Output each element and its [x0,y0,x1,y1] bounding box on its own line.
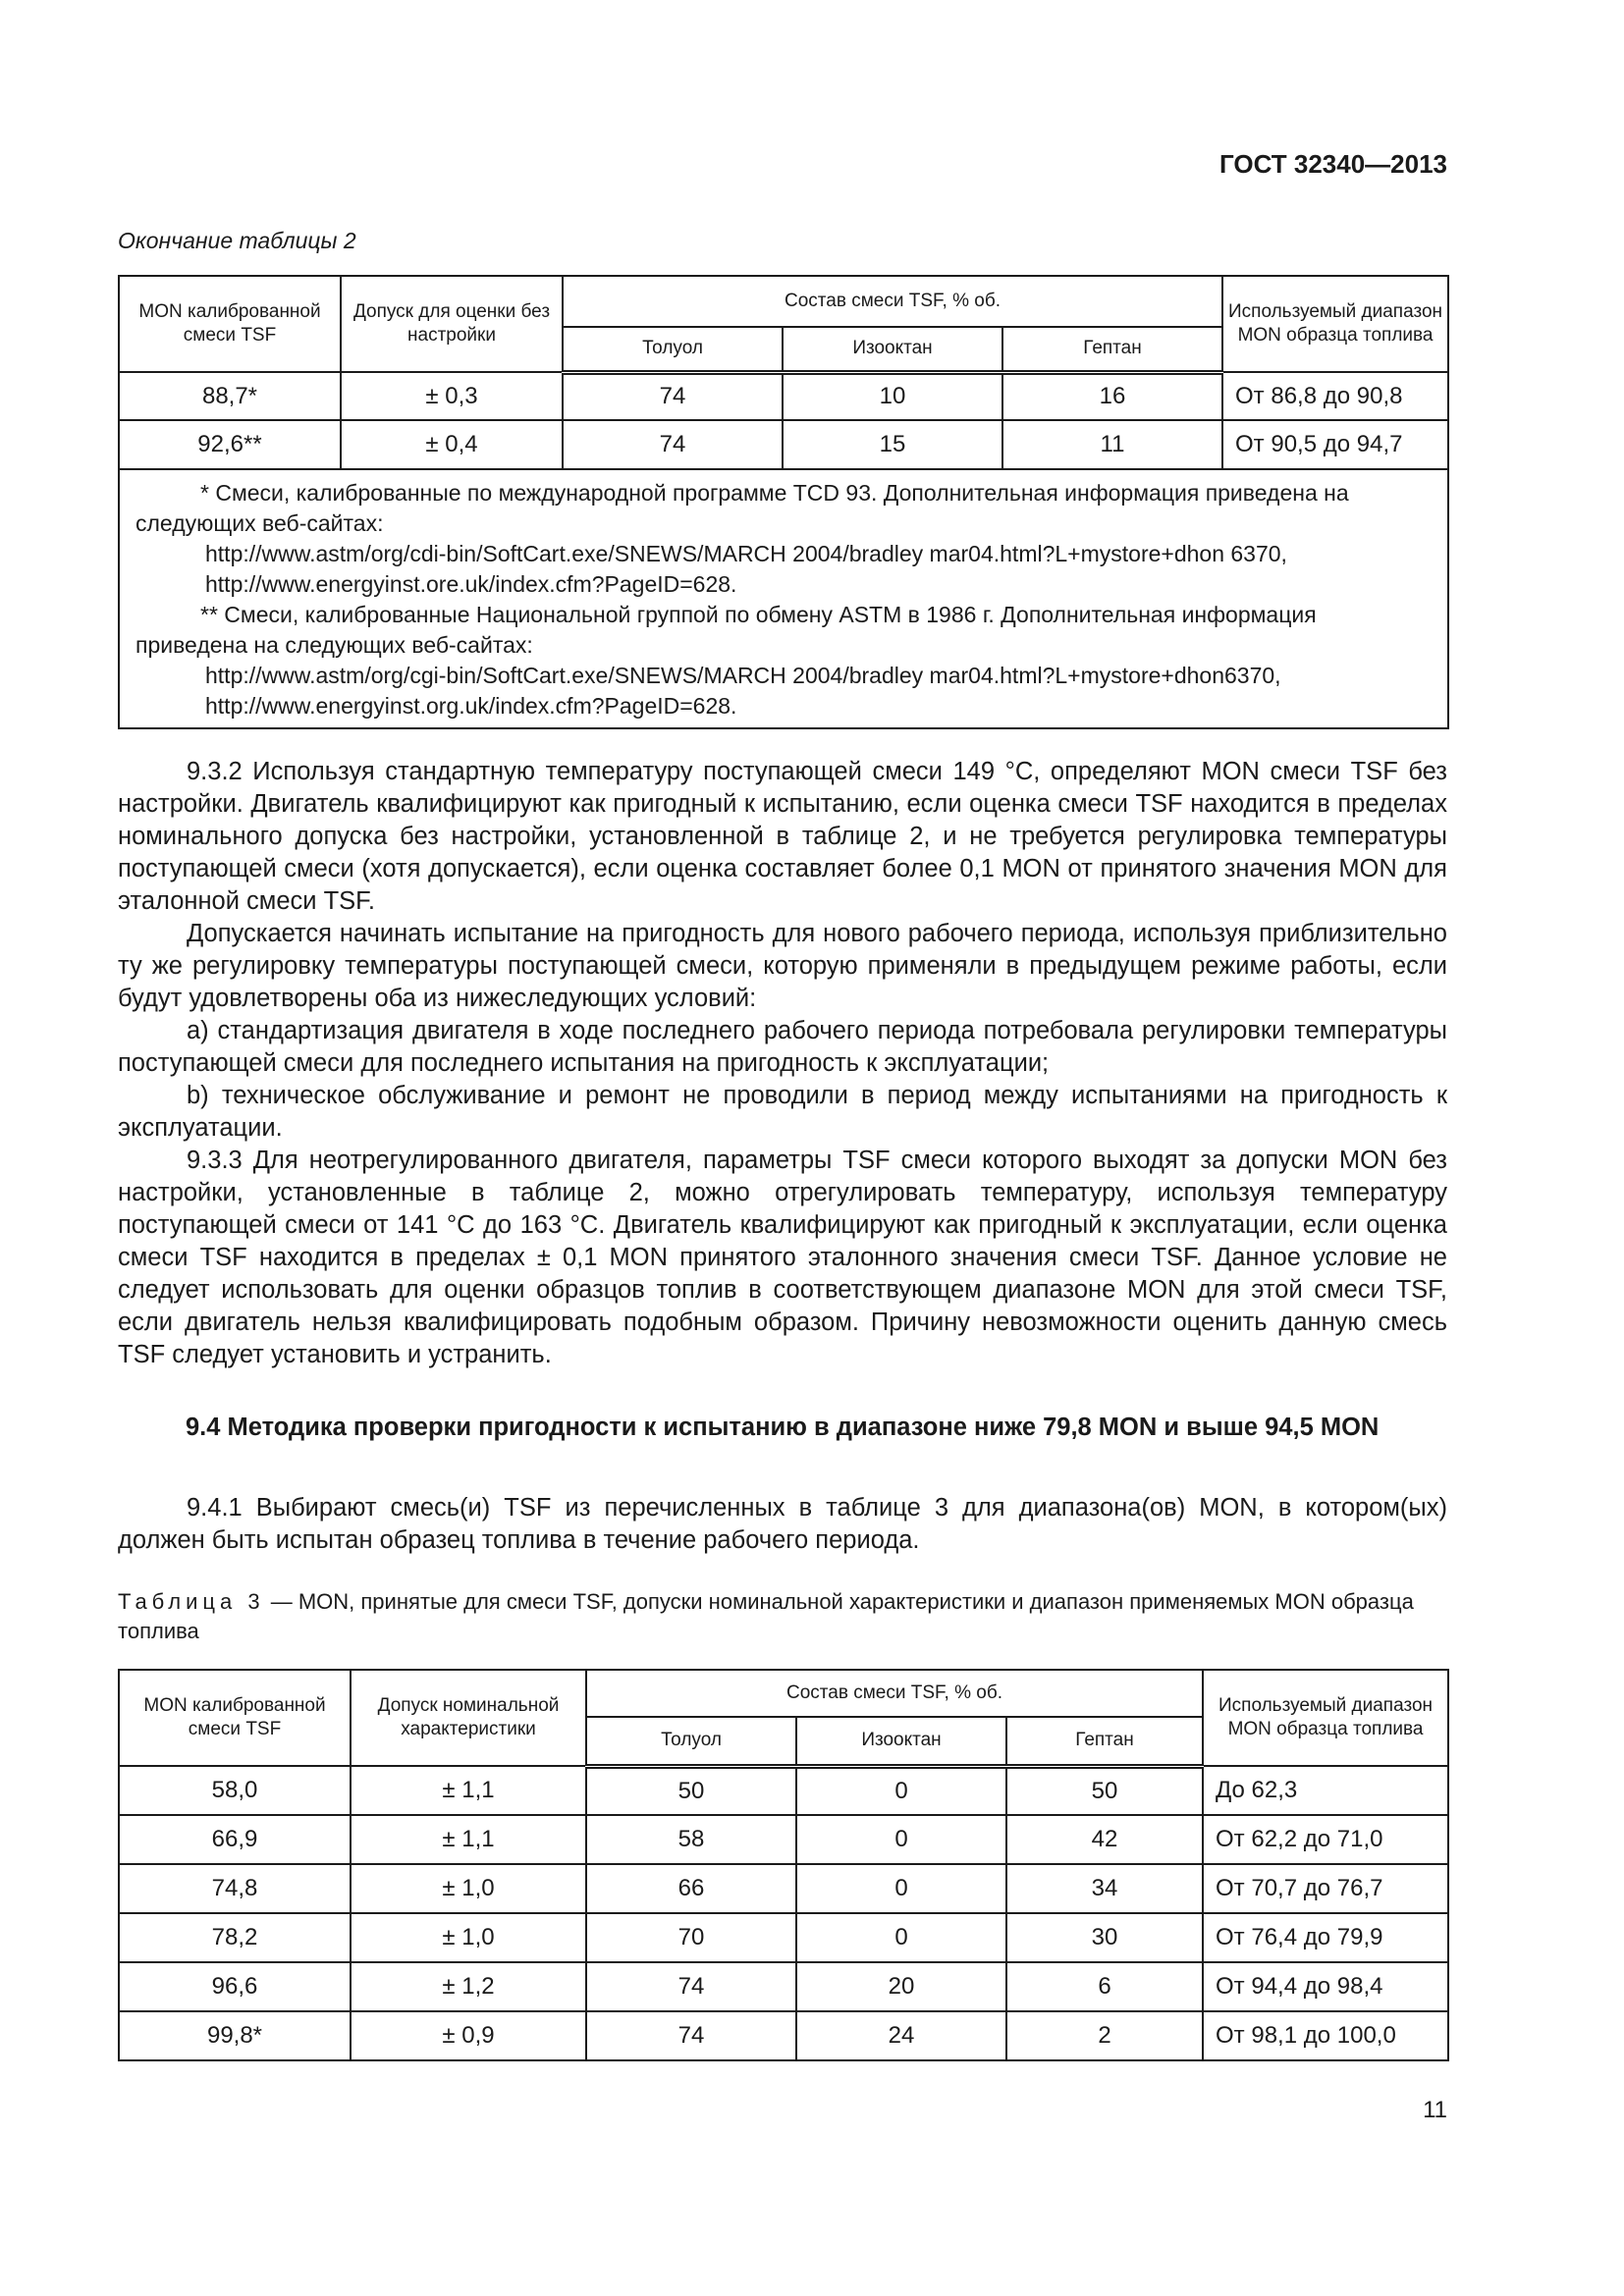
body-text-9-4 [118,1492,1447,1557]
header-range: Используемый диапазон MON образца топлива [1222,276,1448,372]
section-heading-9-4: 9.4 Методика проверки пригодности к испытанию в диапазоне ниже 79,8 MON и выше 94,5 MON [186,1414,1380,1441]
cell-isooctane: 10 [783,372,1002,420]
cell-tolerance: ± 0,3 [341,372,563,420]
footnote-1: * Смеси, калиброванные по международной программе TCD 93. Дополнительная информация приведена на следующих веб-сайтах: [135,480,1349,536]
cell-isooctane: 0 [796,1913,1006,1962]
cell-mon: 66,9 [119,1815,351,1864]
table-2 [118,275,1449,729]
cell-isooctane: 0 [796,1815,1006,1864]
header-composition: Состав смеси TSF, % об. [563,276,1222,327]
cell-tolerance: ± 1,0 [351,1864,586,1913]
header-composition: Состав смеси TSF, % об. [586,1670,1203,1717]
cell-range: От 94,4 до 98,4 [1203,1962,1448,2011]
cell-toluene: 74 [563,372,783,420]
cell-tolerance: ± 1,0 [351,1913,586,1962]
header-toluene: Толуол [586,1717,796,1766]
cell-tolerance: ± 1,1 [351,1815,586,1864]
cell-mon: 78,2 [119,1913,351,1962]
table-row [119,1962,1448,2011]
cell-heptane: 16 [1002,372,1222,420]
standard-number: ГОСТ 32340—2013 [1219,149,1447,179]
cell-range: От 62,2 до 71,0 [1203,1815,1448,1864]
header-isooctane: Изооктан [796,1717,1006,1766]
footnote-2-url-1: http://www.astm/org/cgi-bin/SoftCart.exe/SNEWS/MARCH 2004/bradley mar04.html?L+mystore+dhon6370, [205,663,1281,688]
cell-tolerance: ± 1,1 [351,1766,586,1815]
header-mon: MON калиброванной смеси TSF [119,1670,351,1766]
cell-toluene: 74 [563,420,783,469]
cell-range: От 86,8 до 90,8 [1222,372,1448,420]
cell-isooctane: 15 [783,420,1002,469]
cell-mon: 88,7* [119,372,341,420]
table-row [119,1766,1448,1815]
cell-heptane: 30 [1006,1913,1203,1962]
table-row [119,2011,1448,2060]
cell-tolerance: ± 0,9 [351,2011,586,2060]
cell-range: От 98,1 до 100,0 [1203,2011,1448,2060]
paragraph-allowed: Допускается начинать испытание на пригодность для нового рабочего периода, используя приблизительно ту же регулировку температуры поступающей смеси, которую применяли в предыдущем режиме работы, если будут удовлетворены оба из нижеследующих условий: [118,920,1447,1012]
cell-isooctane: 24 [796,2011,1006,2060]
table-row [119,1815,1448,1864]
cell-tolerance: ± 1,2 [351,1962,586,2011]
table-row [119,1913,1448,1962]
cell-tolerance: ± 0,4 [341,420,563,469]
paragraph-condition-a: a) стандартизация двигателя в ходе последнего рабочего периода потребовала регулировки температуры поступающей смеси для последнего испытания на пригодность к эксплуатации; [118,1017,1447,1077]
cell-mon: 96,6 [119,1962,351,2011]
cell-toluene: 74 [586,1962,796,2011]
cell-toluene: 70 [586,1913,796,1962]
cell-heptane: 42 [1006,1815,1203,1864]
cell-toluene: 66 [586,1864,796,1913]
cell-range: До 62,3 [1203,1766,1448,1815]
header-tolerance: Допуск для оценки без настройки [341,276,563,372]
paragraph-condition-b: b) техническое обслуживание и ремонт не проводили в период между испытаниями на пригодность к эксплуатации. [118,1082,1447,1142]
cell-mon: 74,8 [119,1864,351,1913]
table2-footnotes [119,469,1448,728]
table3-caption-text: — MON, принятые для смеси TSF, допуски номинальной характеристики и диапазон применяемых MON образца топлива [118,1589,1414,1643]
cell-heptane: 11 [1002,420,1222,469]
footnote-1-url-1: http://www.astm/org/cdi-bin/SoftCart.exe/SNEWS/MARCH 2004/bradley mar04.html?L+mystore+dhon 6370, [205,541,1287,566]
header-range: Используемый диапазон MON образца топлива [1203,1670,1448,1766]
header-isooctane: Изооктан [783,327,1002,372]
cell-heptane: 6 [1006,1962,1203,2011]
cell-mon: 58,0 [119,1766,351,1815]
header-mon: MON калиброванной смеси TSF [119,276,341,372]
cell-toluene: 50 [586,1766,796,1815]
header-heptane: Гептан [1006,1717,1203,1766]
cell-toluene: 74 [586,2011,796,2060]
cell-toluene: 58 [586,1815,796,1864]
footnote-2-url-2: http://www.energyinst.org.uk/index.cfm?PageID=628. [205,693,737,719]
table3-caption [118,1587,1447,1646]
footnote-1-url-2: http://www.energyinst.ore.uk/index.cfm?PageID=628. [205,571,737,597]
table-row [119,372,1448,420]
cell-mon: 92,6** [119,420,341,469]
cell-heptane: 2 [1006,2011,1203,2060]
cell-range: От 70,7 до 76,7 [1203,1864,1448,1913]
body-text [118,756,1447,1371]
header-heptane: Гептан [1002,327,1222,372]
table3-caption-label: Таблица 3 [118,1589,265,1614]
cell-isooctane: 0 [796,1864,1006,1913]
cell-heptane: 34 [1006,1864,1203,1913]
cell-heptane: 50 [1006,1766,1203,1815]
cell-range: От 76,4 до 79,9 [1203,1913,1448,1962]
table-3 [118,1669,1449,2061]
paragraph-9-3-3: 9.3.3 Для неотрегулированного двигателя, параметры TSF смеси которого выходят за допуски MON без настройки, установленные в таблице 2, можно отрегулировать температуру, используя температуру поступающей смеси от 141 °С до 163 °С. Двигатель квалифицируют как пригодный к эксплуатации, если оценка смеси TSF находится в пределах ± 0,1 MON принятого эталонного значения смеси TSF. Данное условие не следует использовать для оценки образцов топлив в соответствующем диапазоне MON для этой смеси TSF, если двигатель нельзя квалифицировать подобным образом. Причину невозможности оценить данную смесь TSF следует установить и устранить. [118,1147,1447,1368]
paragraph-9-4-1: 9.4.1 Выбирают смесь(и) TSF из перечисленных в таблице 3 для диапазона(ов) MON, в котором(ых) должен быть испытан образец топлива в течение рабочего периода. [118,1494,1447,1554]
table-row [119,420,1448,469]
paragraph-9-3-2: 9.3.2 Используя стандартную температуру поступающей смеси 149 °С, определяют MON смеси TSF без настройки. Двигатель квалифицируют как пригодный к испытанию, если оценка смеси TSF находится в пределах номинального допуска без настройки, установленной в таблице 2, и не требуется регулировка температуры поступающей смеси (хотя допускается), если оценка составляет более 0,1 MON от принятого значения MON для эталонной смеси TSF. [118,758,1447,915]
cell-isooctane: 0 [796,1766,1006,1815]
cell-isooctane: 20 [796,1962,1006,2011]
table-row [119,1864,1448,1913]
cell-mon: 99,8* [119,2011,351,2060]
table2-continuation-caption: Окончание таблицы 2 [118,228,356,253]
footnote-2: ** Смеси, калиброванные Национальной группой по обмену ASTM в 1986 г. Дополнительная информация приведена на следующих веб-сайтах: [135,602,1317,658]
cell-range: От 90,5 до 94,7 [1222,420,1448,469]
page-number: 11 [1423,2097,1447,2123]
header-tolerance: Допуск номинальной характеристики [351,1670,586,1766]
header-toluene: Толуол [563,327,783,372]
